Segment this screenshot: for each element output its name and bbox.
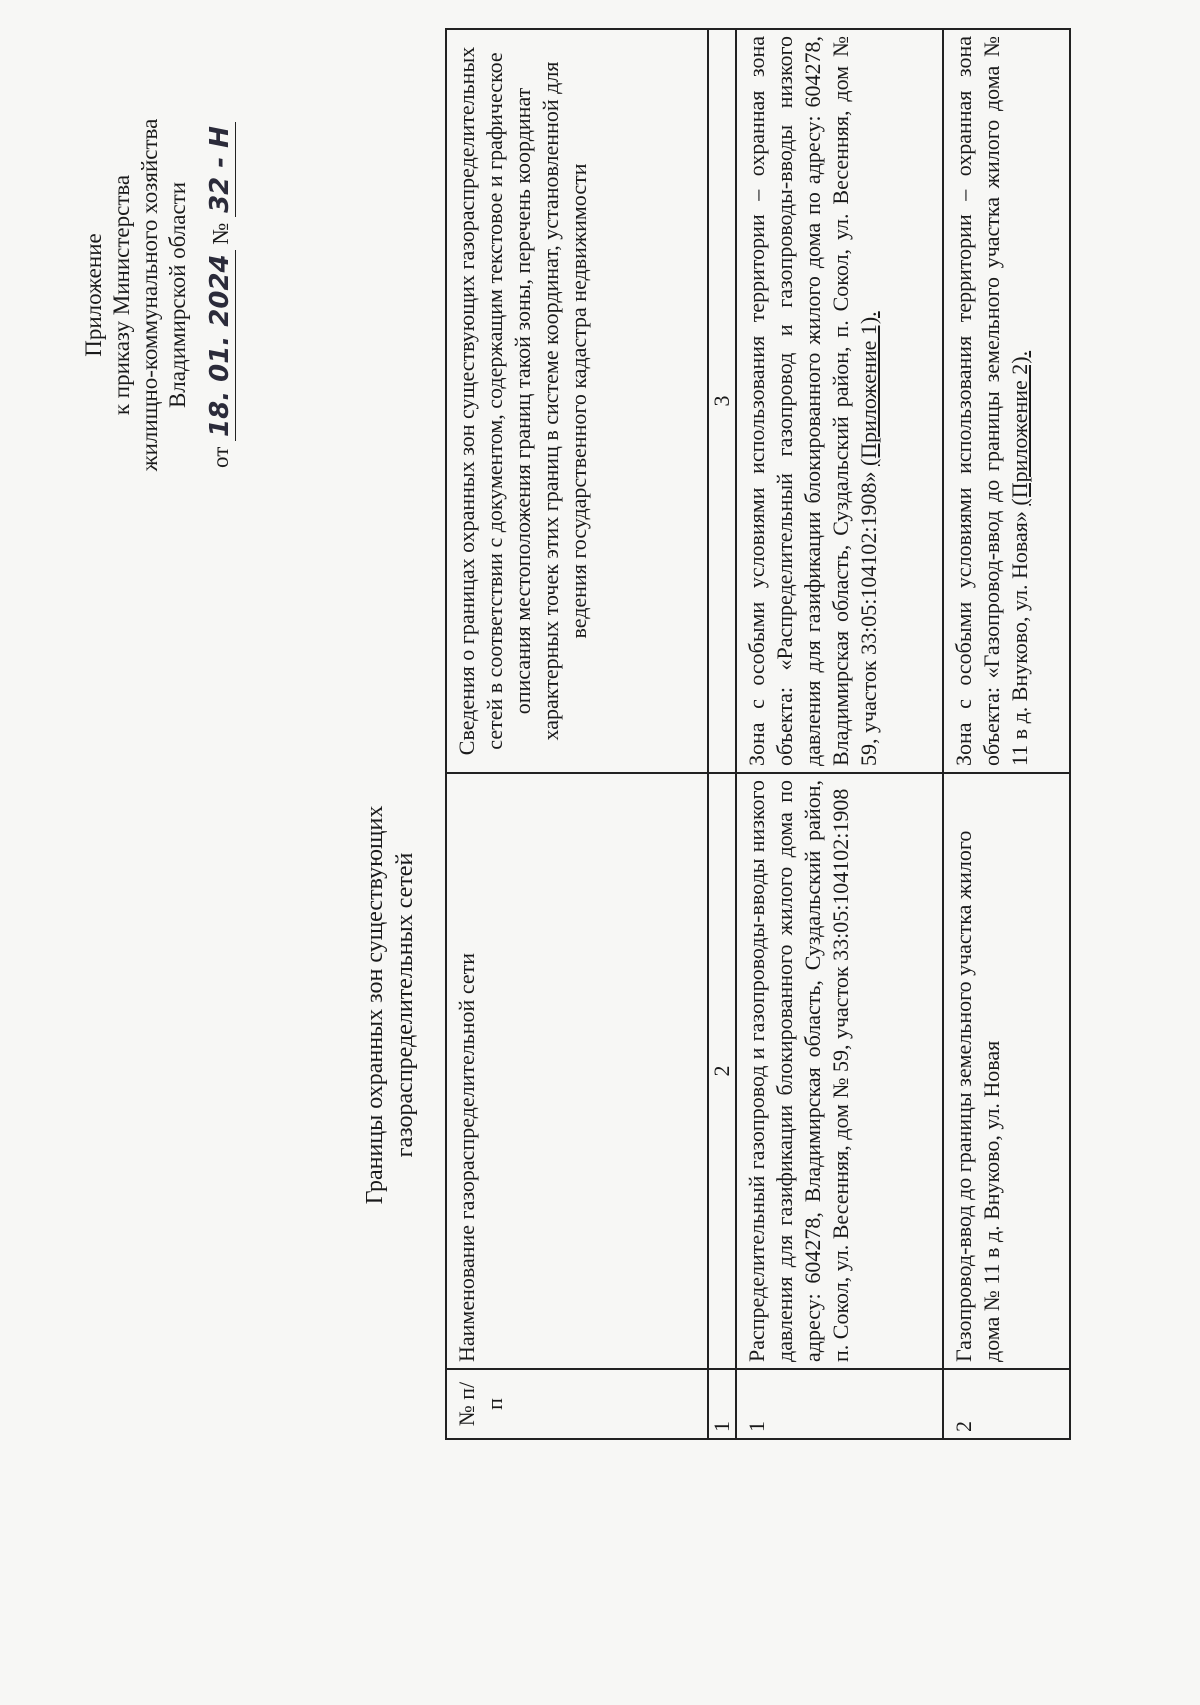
column-number-cell: 2 xyxy=(708,773,736,1369)
header-line: Приложение xyxy=(81,233,106,357)
header-line: Владимирской области xyxy=(165,181,190,409)
table-row xyxy=(736,29,943,1439)
zone-info xyxy=(736,29,943,773)
order-date-line xyxy=(206,85,235,505)
header-cell-info: Сведения о границах охранных зон существующих газораспределительных сетей в соответствии с документом, содержащим текстовое и графическое описания местоположения границ такой зоны, перечень координат характерных точек этих границ в системе координат, установленной для ведения государственного кадастра недвижимости xyxy=(446,29,708,773)
header-cell-name: Наименование газораспределительной сети xyxy=(446,773,708,1369)
title-line-1: Границы охранных зон существующих xyxy=(362,805,388,1205)
network-name: Распределительный газопровод и газопроводы-вводы низкого давления для газификации блокированного жилого дома по адресу: 604278, Владимирская область, Суздальский район, п. Сокол, ул. Весенняя, дом № 59, участок 33:05:104102:1908 xyxy=(736,773,943,1369)
date-prefix: от xyxy=(208,446,233,468)
table-row xyxy=(943,29,1070,1439)
zone-description: Зона с особыми условиями использования территории – охранная зона объекта: «Газопровод-ввод до границы земельного участка жилого дома № 11 в д. Внуково, ул. Новая» xyxy=(951,36,1032,766)
header-line: жилищно-коммунального хозяйства xyxy=(137,118,162,472)
header-line: к приказу Министерства xyxy=(109,174,134,416)
order-number: 32 - Н xyxy=(205,122,236,217)
header-cell-number: № п/п xyxy=(446,1369,708,1439)
number-prefix: № xyxy=(208,222,233,245)
row-number: 2 xyxy=(943,1369,1070,1439)
appendix-reference: (Приложение 1). xyxy=(856,311,881,467)
table-header-row xyxy=(446,29,708,1439)
document-title xyxy=(360,625,420,1385)
column-number-cell: 3 xyxy=(708,29,736,773)
title-line-2: газораспределительных сетей xyxy=(392,852,418,1158)
appendix-reference: (Приложение 2). xyxy=(1007,350,1032,506)
order-date: 18. 01. 2024 xyxy=(205,250,236,441)
zone-description: Зона с особыми условиями использования территории – охранная зона объекта: «Распределительный газопровод и газопроводы-вводы низкого давления для газификации блокированного жилого дома по адресу: 604278, Владимирская область, Суздальский район, п. Сокол, ул. Весенняя, дом № 59, участок 33:05:104102:1908» xyxy=(744,36,881,766)
zone-info xyxy=(943,29,1070,773)
gas-network-zones-table xyxy=(445,28,1071,1440)
column-number-row xyxy=(708,29,736,1439)
network-name: Газопровод-ввод до границы земельного участка жилого дома № 11 в д. Внуково, ул. Новая xyxy=(943,773,1070,1369)
approval-header xyxy=(80,85,235,505)
column-number-cell: 1 xyxy=(708,1369,736,1439)
row-number: 1 xyxy=(736,1369,943,1439)
